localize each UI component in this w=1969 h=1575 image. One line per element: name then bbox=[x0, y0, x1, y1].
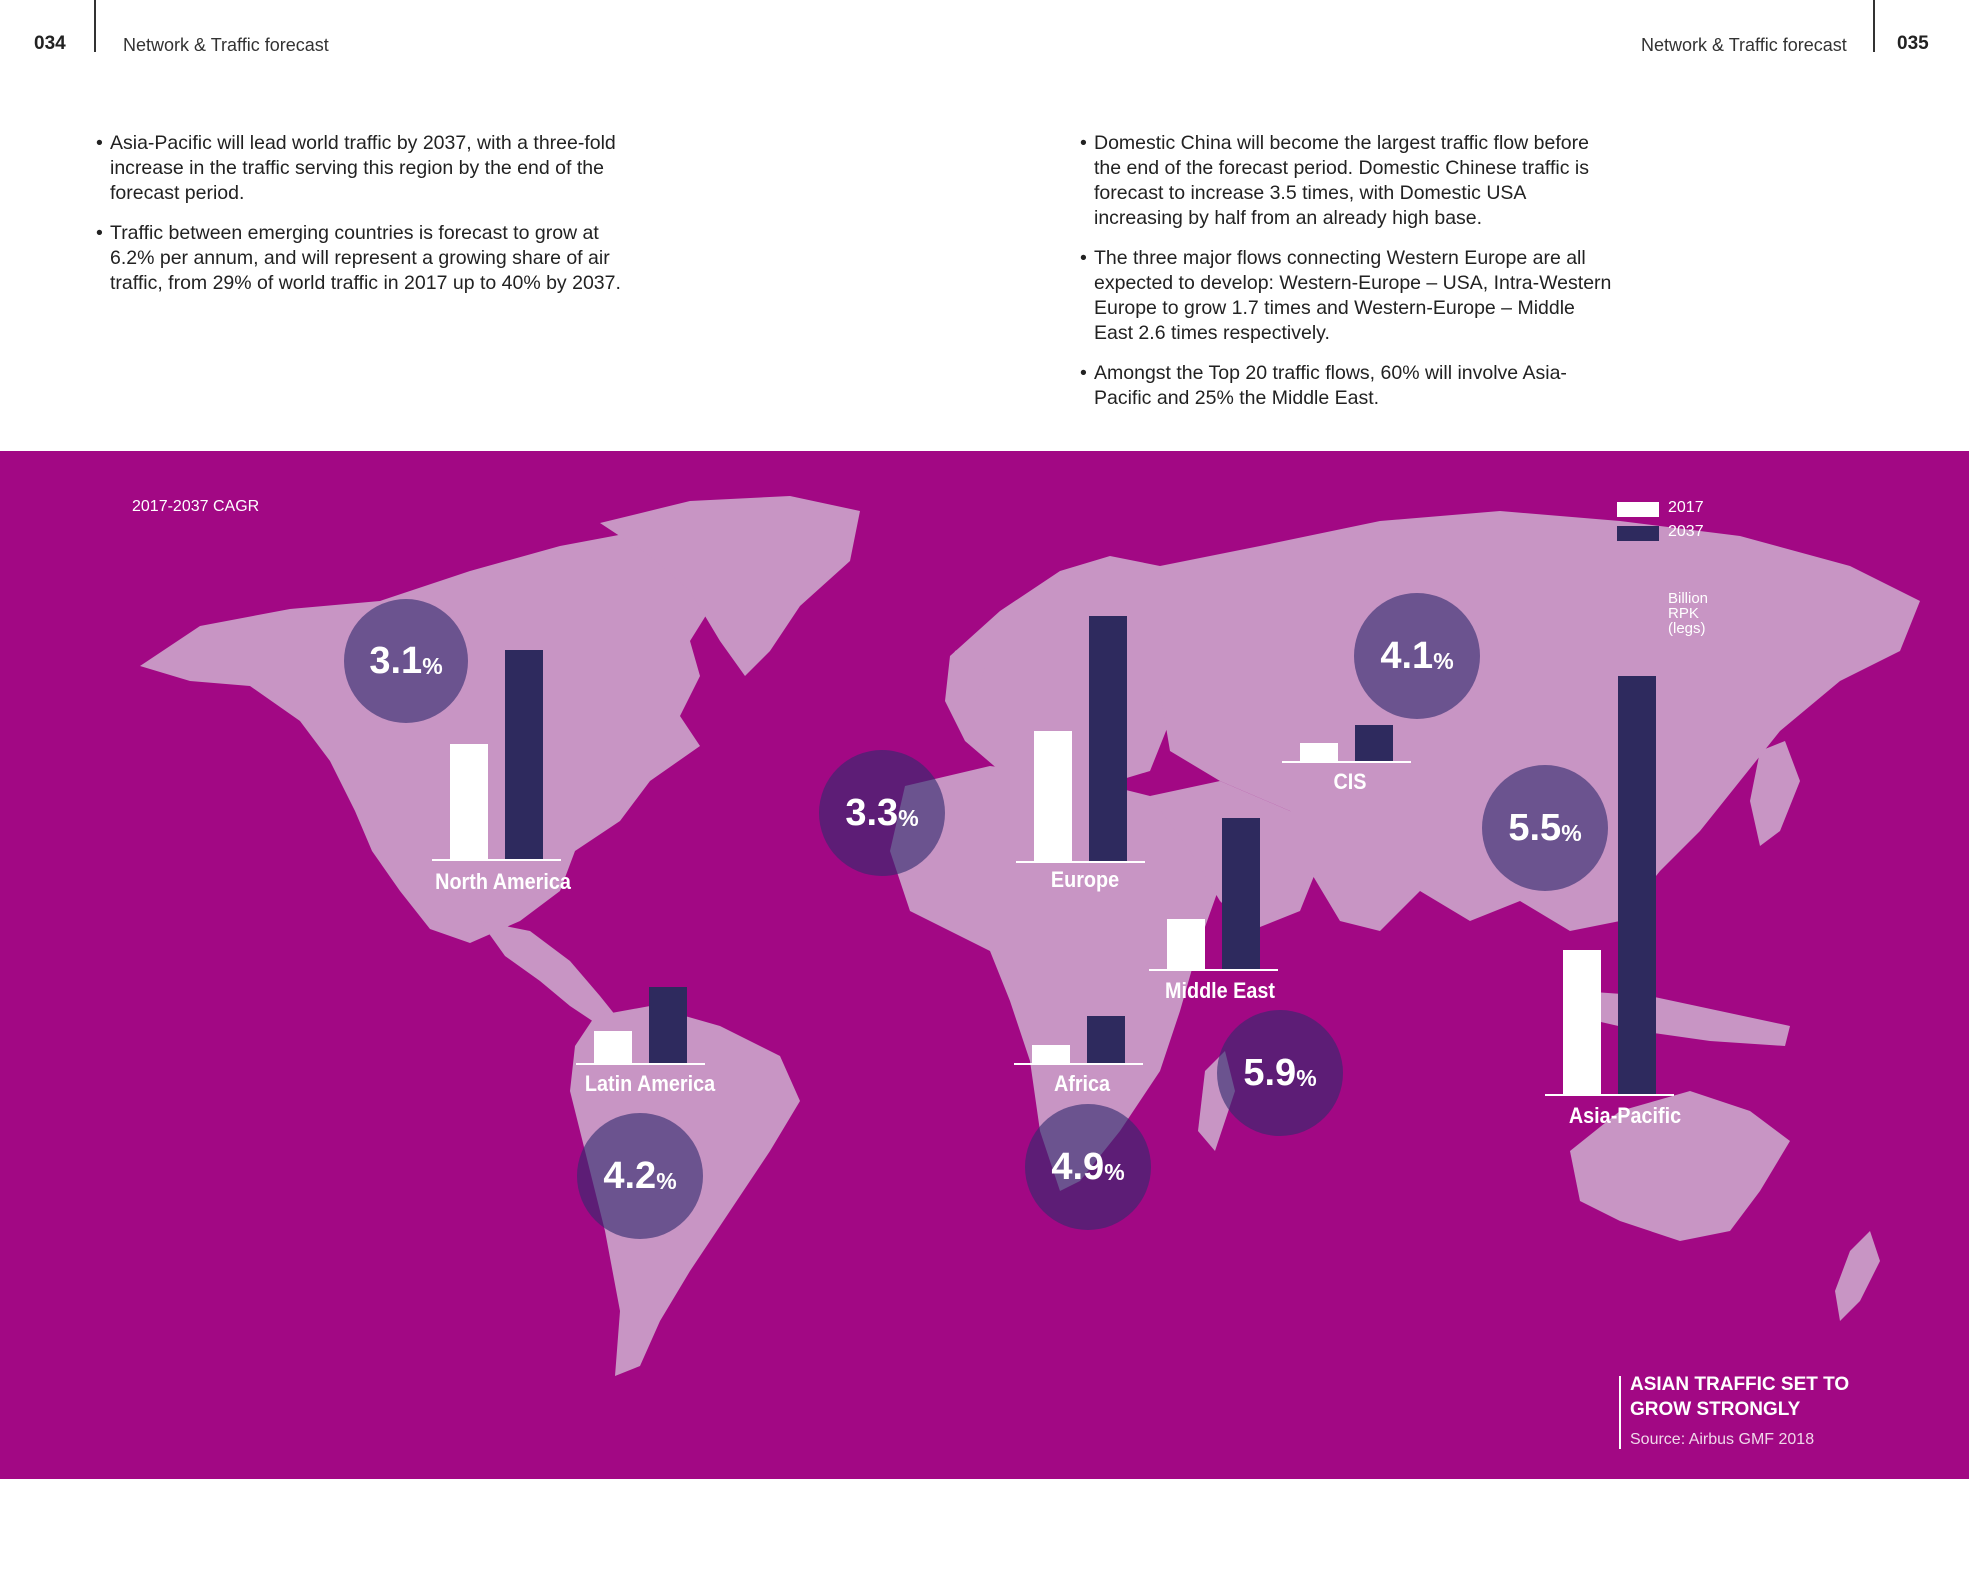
land-new-zealand bbox=[1835, 1231, 1880, 1321]
bar-baseline bbox=[1282, 761, 1411, 763]
left-page-number: 034 bbox=[34, 33, 66, 54]
bar-2037 bbox=[649, 987, 687, 1063]
header-divider-left bbox=[94, 0, 96, 52]
bar-2037 bbox=[1222, 818, 1260, 969]
bar-2017 bbox=[1563, 950, 1601, 1094]
region-label: Latin America bbox=[584, 1071, 716, 1096]
bar-2017 bbox=[1032, 1045, 1070, 1063]
unit-label: Billion RPK (legs) bbox=[1668, 590, 1709, 637]
cagr-unit: % bbox=[1296, 1064, 1317, 1091]
bullet-item: • Amongst the Top 20 traffic flows, 60% will involve Asia-Pacific and 25% the Middle East. bbox=[1080, 361, 1615, 411]
cagr-circle bbox=[1217, 1010, 1343, 1136]
land-central-america bbox=[480, 921, 620, 1026]
bar-2037 bbox=[1618, 676, 1656, 1094]
caption-divider bbox=[1619, 1376, 1621, 1449]
cagr-unit: % bbox=[1561, 819, 1582, 846]
cagr-circle bbox=[344, 599, 468, 723]
cagr-unit: % bbox=[1104, 1158, 1125, 1185]
cagr-unit: % bbox=[1433, 647, 1454, 674]
bar-baseline bbox=[432, 859, 561, 861]
land-indonesia bbox=[1575, 991, 1790, 1046]
left-page-title: Network & Traffic forecast bbox=[123, 35, 329, 55]
legend-swatch-2017 bbox=[1617, 502, 1659, 517]
bar-2017 bbox=[1034, 731, 1072, 861]
cagr-value: 5.9 bbox=[1243, 1051, 1297, 1094]
cagr-value: 4.1 bbox=[1380, 634, 1434, 677]
bar-2017 bbox=[1167, 919, 1205, 969]
bullet-item: • Domestic China will become the largest traffic flow before the end of the forecast period. Domestic Chinese traffic is forecast to increase 3.5 times, with Domestic USA increasing by half from an already high base. bbox=[1080, 131, 1615, 231]
bar-2017 bbox=[450, 744, 488, 859]
cagr-label: 2017-2037 CAGR bbox=[132, 498, 260, 515]
bar-baseline bbox=[576, 1063, 705, 1065]
cagr-unit: % bbox=[898, 804, 919, 831]
region-label: CIS bbox=[1333, 769, 1367, 794]
bar-baseline bbox=[1014, 1063, 1143, 1065]
legend-label-2017: 2017 bbox=[1668, 499, 1704, 516]
region-label: North America bbox=[435, 869, 571, 894]
legend-swatch-2037 bbox=[1617, 526, 1659, 541]
region-label: Europe bbox=[1050, 867, 1120, 892]
region-label: Middle East bbox=[1164, 978, 1276, 1003]
bar-2037 bbox=[505, 650, 543, 859]
cagr-value: 3.3 bbox=[845, 791, 899, 834]
cagr-circle bbox=[577, 1113, 703, 1239]
cagr-value: 4.2 bbox=[603, 1154, 657, 1197]
bar-baseline bbox=[1016, 861, 1145, 863]
cagr-value: 4.9 bbox=[1051, 1145, 1105, 1188]
caption-source: Source: Airbus GMF 2018 bbox=[1630, 1431, 1815, 1448]
bullet-item: • Asia-Pacific will lead world traffic by 2037, with a three-fold increase in the traffic serving this region by the end of the forecast period. bbox=[96, 131, 636, 206]
right-page-number: 035 bbox=[1897, 33, 1929, 54]
region-label: Africa bbox=[1053, 1071, 1111, 1096]
header-divider-right bbox=[1873, 0, 1875, 52]
cagr-circle bbox=[1482, 765, 1608, 891]
bullet-item: • The three major flows connecting Western Europe are all expected to develop: Western-Europe – USA, Intra-Western Europe to grow 1.7 times and Western-Europe – Middle East 2.6 times respectively. bbox=[1080, 246, 1615, 346]
cagr-unit: % bbox=[656, 1167, 677, 1194]
bar-baseline bbox=[1545, 1094, 1674, 1096]
bar-2037 bbox=[1089, 616, 1127, 861]
region-label: Asia-Pacific bbox=[1568, 1103, 1682, 1128]
cagr-circle bbox=[1025, 1104, 1151, 1230]
cagr-circle bbox=[1354, 593, 1480, 719]
cagr-unit: % bbox=[422, 652, 443, 679]
right-bullet-list bbox=[1080, 131, 1615, 426]
cagr-circle bbox=[819, 750, 945, 876]
cagr-value: 3.1 bbox=[369, 639, 423, 682]
traffic-map-panel bbox=[0, 451, 1969, 1479]
bar-2017 bbox=[594, 1031, 632, 1063]
bar-2037 bbox=[1087, 1016, 1125, 1063]
bar-2037 bbox=[1355, 725, 1393, 761]
left-bullet-list bbox=[96, 131, 636, 311]
bar-2017 bbox=[1300, 743, 1338, 761]
right-page-title: Network & Traffic forecast bbox=[1641, 35, 1847, 55]
legend-label-2037: 2037 bbox=[1668, 523, 1704, 540]
bullet-item: • Traffic between emerging countries is forecast to grow at 6.2% per annum, and will represent a growing share of air traffic, from 29% of world traffic in 2017 up to 40% by 2037. bbox=[96, 221, 636, 296]
caption-title: ASIAN TRAFFIC SET TO GROW STRONGLY bbox=[1630, 1374, 1850, 1420]
bar-baseline bbox=[1149, 969, 1278, 971]
cagr-value: 5.5 bbox=[1508, 806, 1562, 849]
